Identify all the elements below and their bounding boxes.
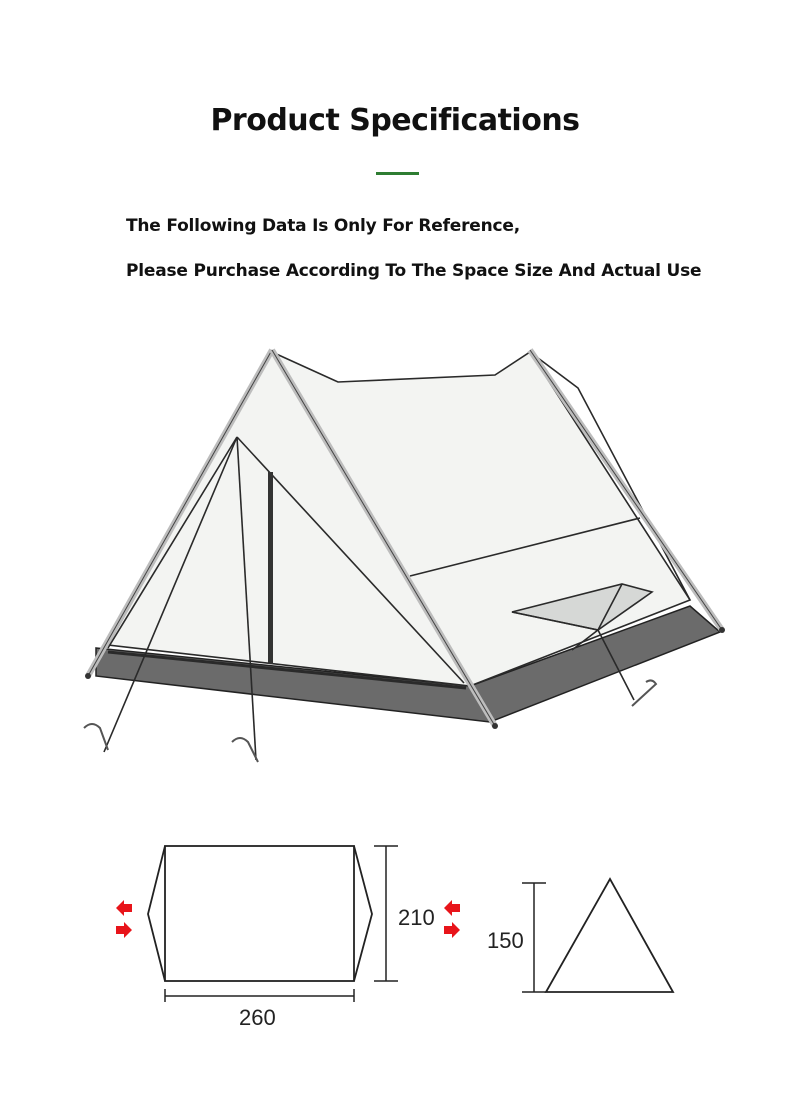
arrow-right-icon [444, 922, 460, 938]
arrow-left-icon [116, 900, 132, 916]
arrow-right-icon [116, 922, 132, 938]
length-label: 260 [239, 1005, 276, 1030]
floor-plan [148, 846, 372, 981]
reference-note: The Following Data Is Only For Reference, [126, 216, 520, 236]
side-profile [546, 879, 673, 992]
arrow-left-icon [444, 900, 460, 916]
purchase-note: Please Purchase According To The Space Size And Actual Use [126, 261, 702, 281]
width-label: 210 [398, 905, 435, 930]
length-dimension-line [165, 989, 354, 1002]
height-dimension-line [522, 883, 546, 992]
height-label: 150 [487, 928, 524, 953]
page-title: Product Specifications [210, 103, 580, 138]
width-dimension-line [374, 846, 398, 981]
